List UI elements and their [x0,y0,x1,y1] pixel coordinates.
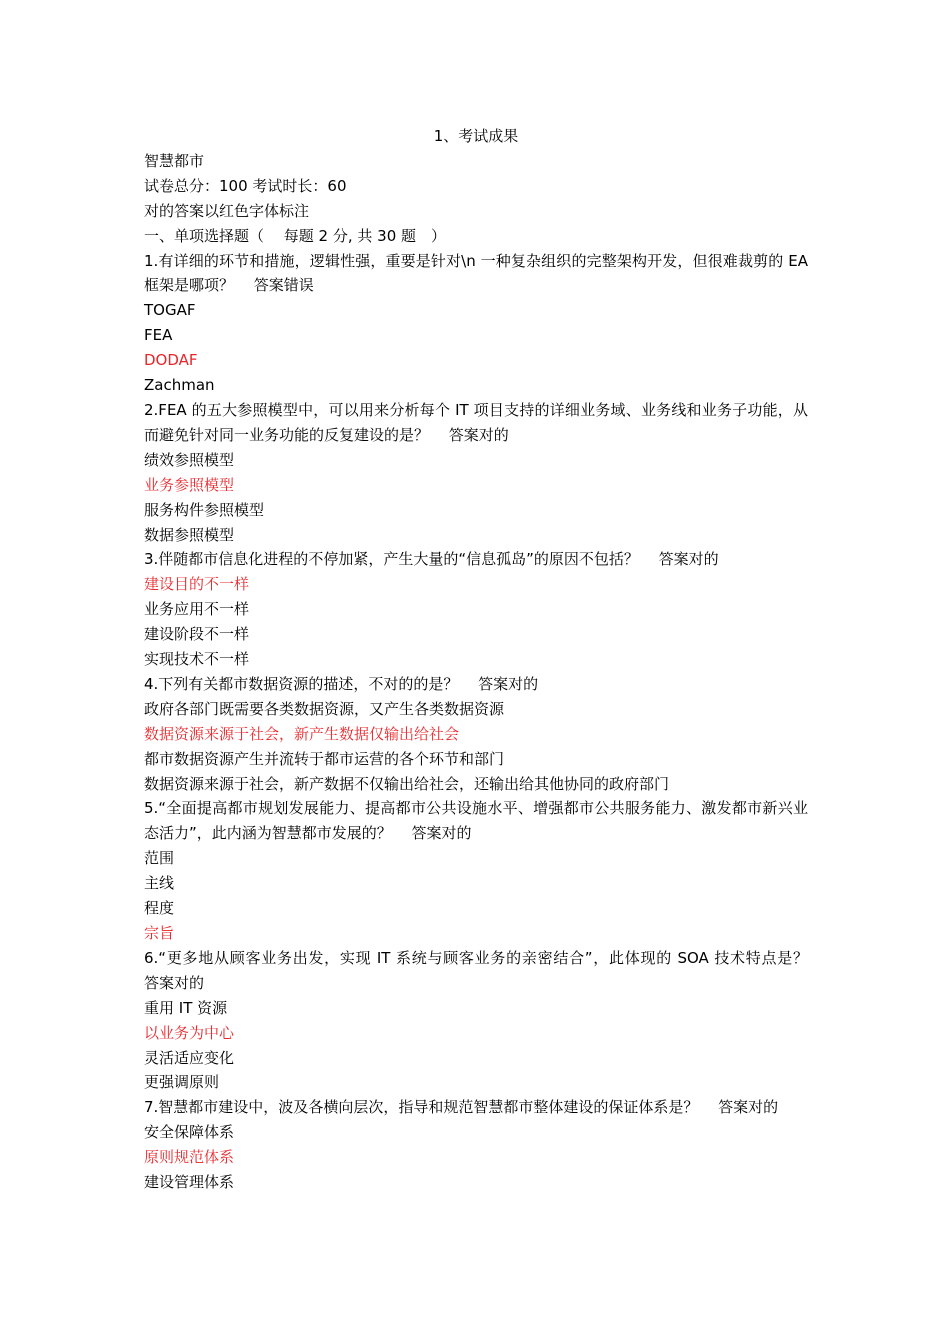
correct-option: 以业务为中心 [144,1023,235,1042]
answer-option: 重用 IT 资源 [144,998,228,1017]
answer-option: 数据资源来源于社会，新产数据不仅输出给社会，还输出给其他协同的政府部门 [144,774,670,793]
question-block [144,796,808,945]
answer-option: Zachman [144,376,215,395]
answer-option: 范围 [144,849,175,868]
correct-option: 业务参照模型 [144,475,235,494]
answer-option: 安全保障体系 [144,1123,235,1142]
question-block [144,672,808,797]
answer-option: 更强调原则 [144,1073,220,1092]
question-block [144,946,828,1095]
correct-option: 宗旨 [144,924,175,942]
question-text: 7.智慧都市建设中，波及各横向层次，指导和规范智慧都市整体建设的保证体系是？ 答案对的 [144,1098,779,1117]
question-block [144,249,813,398]
correct-option: 建设目的不一样 [144,575,250,594]
page-title: 1、考试成果 [433,127,519,145]
question-text: 1.有详细的环节和措施，逻辑性强，重要是针对\n 一种复杂组织的完整架构开发，但很难裁剪的 EA 框架是哪项？ 答案错误 [144,251,813,295]
answer-option: 主线 [144,874,175,893]
question-list [144,249,828,1195]
answer-option: TOGAF [144,301,196,320]
answer-option: 实现技术不一样 [144,650,250,669]
correct-option: 数据资源来源于社会，新产生数据仅输出给社会 [144,724,460,743]
answer-note-line: 对的答案以红色字体标注 [144,201,310,220]
correct-option: DODAF [144,351,198,370]
question-text: 2.FEA 的五大参照模型中，可以用来分析每个 IT 项目支持的详细业务域、业务线和业务子功能，从而避免针对同一业务功能的反复建设的是？ 答案对的 [144,400,808,444]
section-heading: 一、单项选择题（ 每题 2 分, 共 30 题 ） [144,226,447,245]
answer-option: 灵活适应变化 [144,1048,235,1067]
answer-option: 业务应用不一样 [144,600,250,619]
question-text: 4.下列有关都市数据资源的描述，不对的的是？ 答案对的 [144,674,539,693]
answer-option: 程度 [144,899,175,918]
document-body [144,124,828,1195]
question-text: 5.“全面提高都市规划发展能力、提高都市公共设施水平、增强都市公共服务能力、激发都市新兴业态活力”，此内涵为智慧都市发展的？ 答案对的 [144,799,808,843]
correct-option: 原则规范体系 [144,1148,235,1167]
answer-option: 政府各部门既需要各类数据资源，又产生各类数据资源 [144,699,505,718]
subject-line: 智慧都市 [144,151,205,170]
answer-option: 都市数据资源产生并流转于都市运营的各个环节和部门 [144,749,505,768]
question-text: 6.“更多地从顾客业务出发，实现 IT 系统与顾客业务的亲密结合”，此体现的 SOA 技术特点是？ 答案对的 [144,948,828,992]
answer-option: 建设管理体系 [144,1173,235,1192]
answer-option: 绩效参照模型 [144,450,235,469]
question-text: 3.伴随都市信息化进程的不停加紧，产生大量的“信息孤岛”的原因不包括？ 答案对的 [144,550,719,569]
answer-option: FEA [144,326,173,345]
question-block [144,1095,808,1195]
answer-option: 服务构件参照模型 [144,500,265,519]
exam-meta-line: 试卷总分：100 考试时长：60 [144,176,347,195]
question-block [144,398,808,547]
question-block [144,547,808,672]
answer-option: 建设阶段不一样 [144,625,250,644]
answer-option: 数据参照模型 [144,525,235,544]
